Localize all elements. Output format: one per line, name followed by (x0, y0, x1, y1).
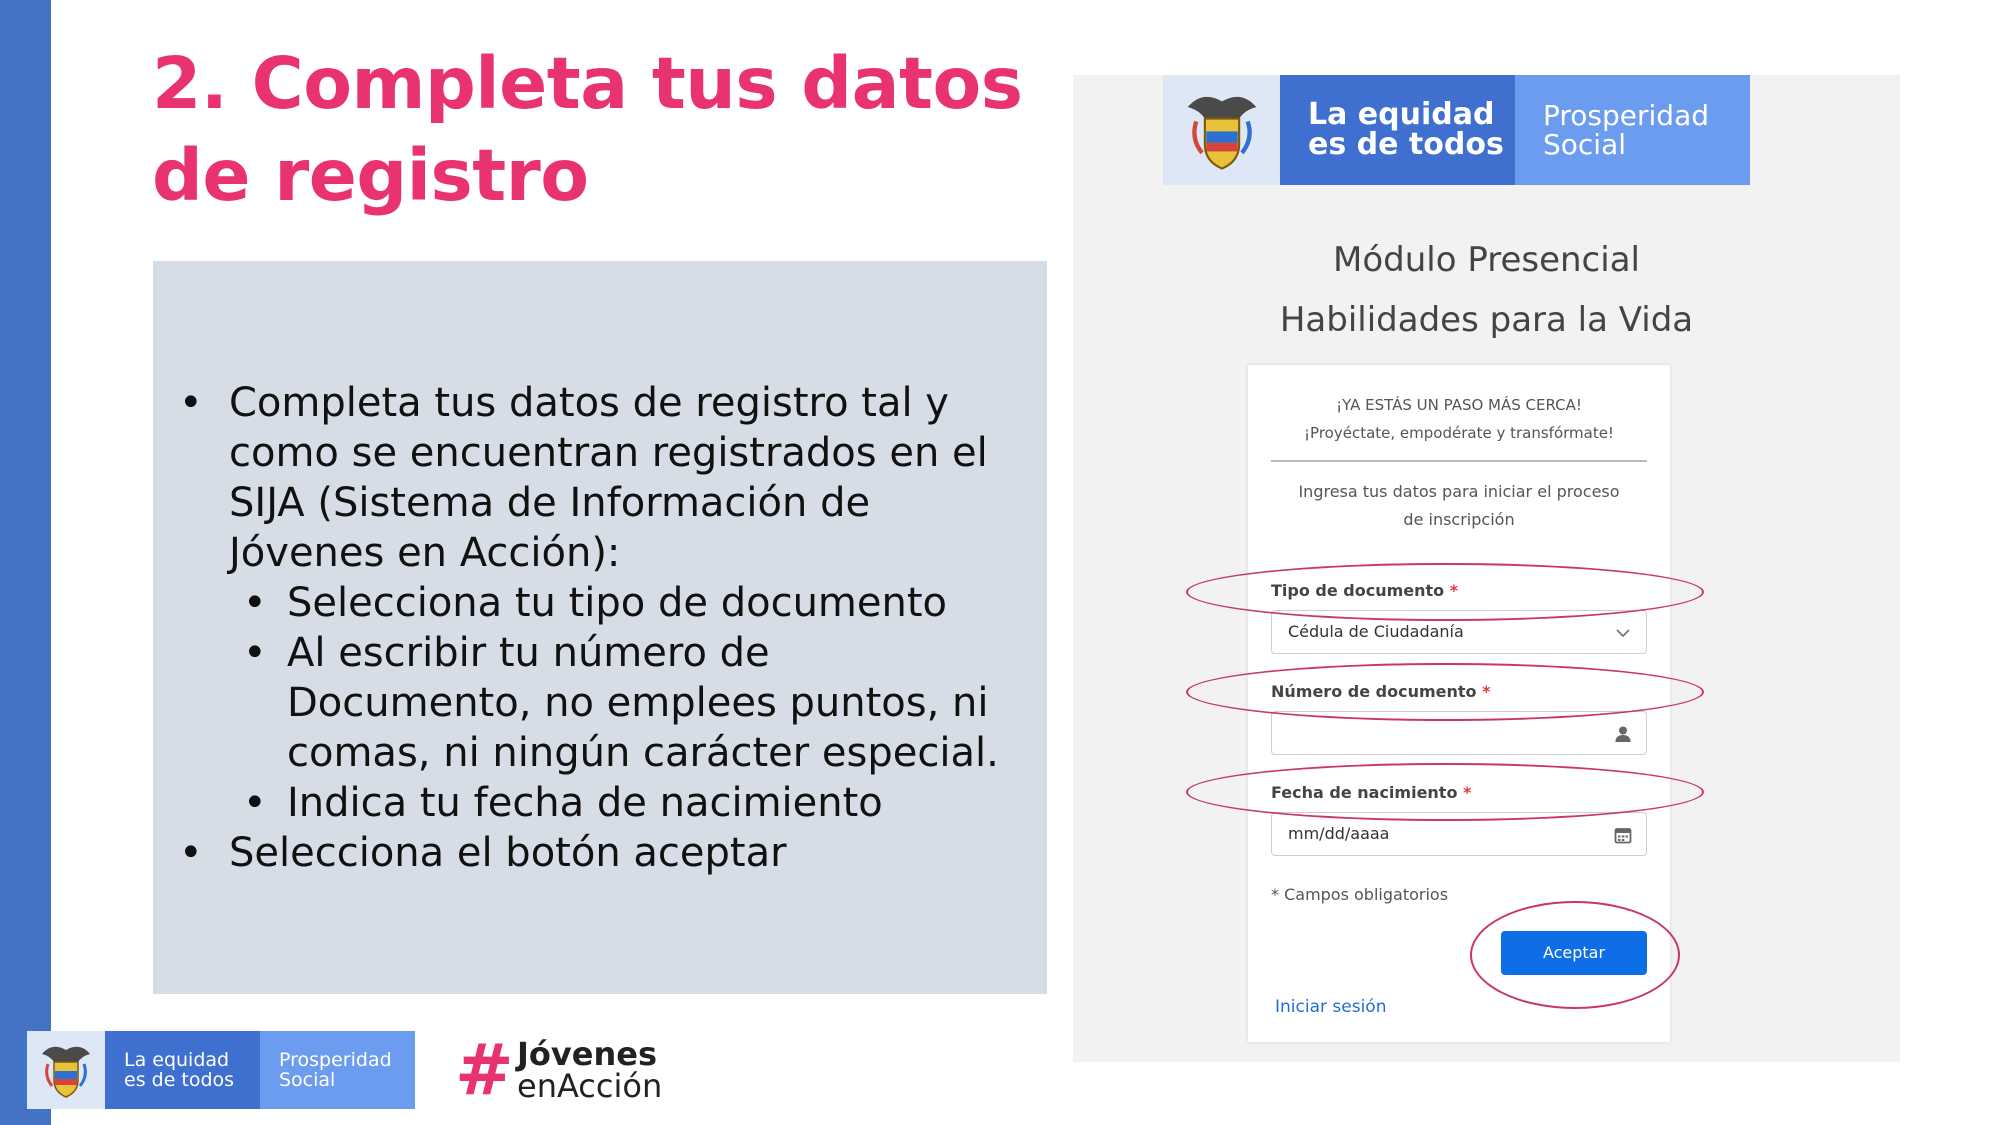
list-item-line: como se encuentran registrados en el (229, 430, 988, 476)
title-line: 2. Completa tus datos (152, 42, 1023, 125)
equidad-text (1280, 75, 1515, 185)
logo-line: La equidad (124, 1049, 230, 1071)
jovenes-en-accion-logo (455, 1030, 685, 1110)
list-item-line: comas, ni ningún carácter especial. (287, 730, 999, 776)
bullet-glyph: • (179, 380, 203, 426)
module-title (1073, 230, 1900, 350)
equidad-text (105, 1031, 260, 1109)
module-title-line: Módulo Presencial (1333, 240, 1640, 280)
accept-button[interactable]: Aceptar (1501, 931, 1647, 975)
instructions-list (153, 378, 1047, 878)
list-item (153, 378, 1047, 578)
list-item-line: Indica tu fecha de nacimiento (287, 780, 883, 826)
list-item-line: Documento, no emplees puntos, ni (287, 680, 989, 726)
card-heading-line: ¡YA ESTÁS UN PASO MÁS CERCA! (1336, 396, 1582, 414)
logo-line: Prosperidad (1543, 99, 1710, 132)
chevron-down-icon (1614, 624, 1632, 642)
sub-list-item (153, 778, 1047, 828)
card-heading (1248, 391, 1670, 447)
list-item-line: Selecciona tu tipo de documento (287, 580, 947, 626)
required-asterisk: * (1463, 783, 1472, 802)
required-fields-note: * Campos obligatorios (1271, 885, 1449, 904)
calendar-icon (1614, 826, 1632, 844)
sub-list-item (153, 628, 1047, 778)
birth-date-placeholder: mm/dd/aaaa (1288, 824, 1390, 843)
required-asterisk: * (1482, 682, 1491, 701)
logo-line: es de todos (1308, 127, 1504, 162)
logo-line: La equidad (1308, 97, 1495, 132)
logo-line: enAcción (517, 1067, 663, 1105)
list-item-line: Selecciona el botón aceptar (229, 830, 787, 876)
user-icon (1614, 725, 1632, 743)
list-item-line: Jóvenes en Acción): (229, 530, 621, 576)
coat-of-arms-icon (1163, 75, 1280, 185)
left-accent-bar (0, 0, 51, 1125)
login-link[interactable]: Iniciar sesión (1275, 997, 1387, 1017)
doc-type-value: Cédula de Ciudadanía (1288, 622, 1464, 641)
card-heading-line: ¡Proyéctate, empodérate y transfórmate! (1304, 424, 1614, 442)
highlight-ellipse (1186, 663, 1704, 721)
module-title-line: Habilidades para la Vida (1279, 300, 1694, 340)
logo-line: Social (279, 1069, 336, 1091)
bullet-glyph: • (243, 780, 267, 826)
logo-line: es de todos (124, 1069, 235, 1091)
list-item-line: SIJA (Sistema de Información de (229, 480, 871, 526)
instructions-box (153, 261, 1047, 994)
bullet-glyph: • (243, 580, 267, 626)
sub-list-item (153, 578, 1047, 628)
birth-date-label-text: Fecha de nacimiento (1271, 783, 1458, 802)
highlight-ellipse (1186, 763, 1704, 821)
card-intro-line: de inscripción (1403, 510, 1515, 529)
card-intro (1278, 478, 1640, 534)
logo-line: Social (1543, 128, 1627, 161)
list-item-line: Al escribir tu número de (287, 630, 770, 676)
hashtag-icon: # (455, 1029, 514, 1111)
divider (1271, 460, 1647, 462)
logo-line: Jóvenes (517, 1035, 657, 1073)
bullet-glyph: • (243, 630, 267, 676)
card-intro-line: Ingresa tus datos para iniciar el proceso (1298, 482, 1620, 501)
slide-title (152, 38, 1052, 222)
doc-number-label-text: Número de documento (1271, 682, 1477, 701)
highlight-ellipse (1186, 563, 1704, 621)
highlight-ellipse (1470, 901, 1680, 1009)
list-item (153, 828, 1047, 878)
equidad-prosperidad-logo (27, 1031, 415, 1109)
registration-form-screenshot (1073, 75, 1900, 1062)
list-item-line: Completa tus datos de registro tal y (229, 380, 949, 426)
coat-of-arms-icon (27, 1031, 105, 1109)
equidad-prosperidad-logo (1163, 75, 1750, 185)
required-asterisk: * (1449, 581, 1459, 600)
bullet-glyph: • (179, 830, 203, 876)
doc-type-label-text: Tipo de documento (1271, 581, 1445, 600)
title-line: de registro (152, 134, 589, 217)
prosperidad-text (260, 1031, 415, 1109)
prosperidad-text (1515, 75, 1750, 185)
logo-line: Prosperidad (279, 1049, 392, 1071)
